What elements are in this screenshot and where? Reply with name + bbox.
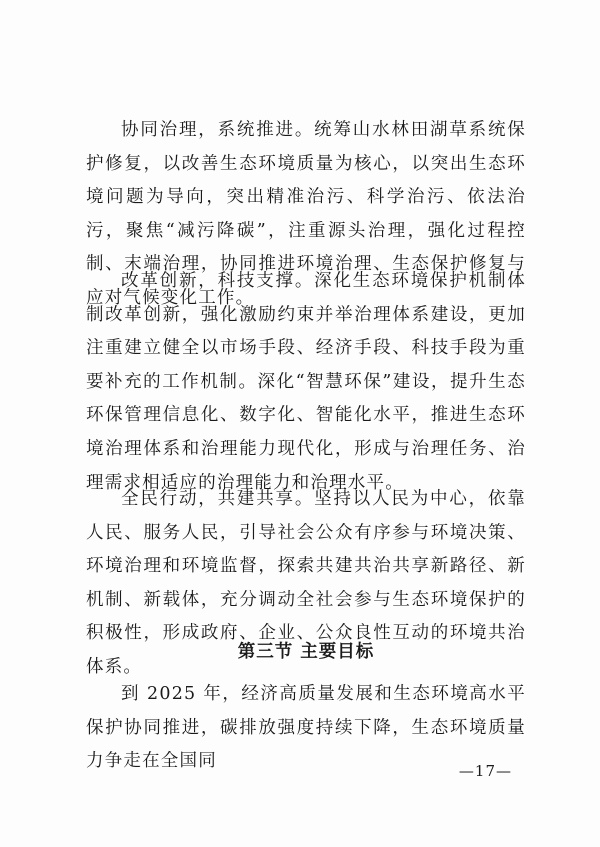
- paragraph-main-goals: 到 2025 年，经济高质量发展和生态环境高水平保护协同推进，碳排放强度持续下降，生态环境质量力争走在全国同: [86, 684, 526, 772]
- section-heading: 第三节 主要目标: [237, 642, 375, 662]
- paragraph-coordinated-governance: 协同治理，系统推进。统筹山水林田湖草系统保护修复，以改善生态环境质量为核心，以突出生态环境问题为导向，突出精准治污、科学治污、依法治污，聚焦“减污降碳”，注重源头治理，强化过程控制、末端治理，协同推进环境治理、生态保护修复与应对气候变化工作。: [86, 120, 526, 308]
- paragraph-public-action: 全民行动，共建共享。坚持以人民为中心，依靠人民、服务人民，引导社会公众有序参与环境决策、环境治理和环境监督，探索共建共治共享新路径、新机制、新载体，充分调动全社会参与生态环境保护的积极性，形成政府、企业、公众良性互动的环境共治体系。: [86, 489, 526, 677]
- paragraph-reform-innovation: 改革创新，科技支撑。深化生态环境保护机制体制改革创新，强化激励约束并举治理体系建设，更加注重建立健全以市场手段、经济手段、科技手段为重要补充的工作机制。深化“智慧环保”建设，提升生态环保管理信息化、数字化、智能化水平，推进生态环境治理体系和治理能力现代化，形成与治理任务、治理需求相适应的治理能力和治理水平。: [86, 271, 526, 493]
- page-number: —17—: [458, 762, 512, 780]
